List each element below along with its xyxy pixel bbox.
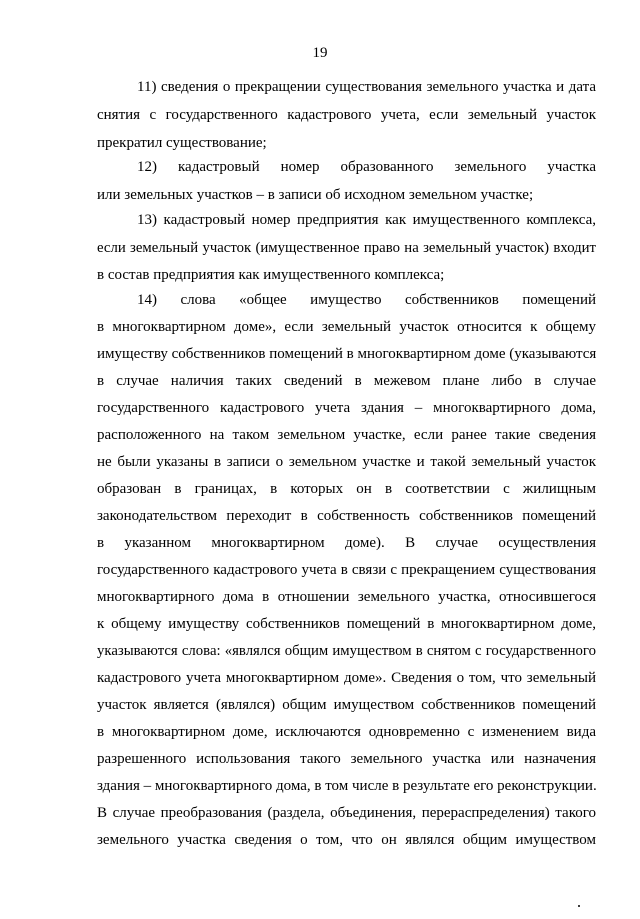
item-14-line-10: в указанном многоквартирном доме). В случае осуществления <box>97 535 596 551</box>
item-14-line-16: участок является (являлся) общим имуществом собственников помещений <box>97 697 596 713</box>
page-number: 19 <box>312 45 328 61</box>
item-14-line-1: 14) слова «общее имущество собственников помещений <box>137 292 596 308</box>
item-14-line-14: указываются слова: «являлся общим имуществом в снятом с государственного <box>97 643 596 659</box>
item-14-line-8: образован в границах, в которых он в соответствии с жилищным <box>97 481 596 497</box>
item-11-line-1: 11) сведения о прекращении существования земельного участка и дата <box>137 79 596 95</box>
item-13-line-3: в состав предприятия как имущественного комплекса; <box>97 267 445 283</box>
item-14-line-12: многоквартирного дома в отношении земельного участка, относившегося <box>97 589 596 605</box>
item-13-line-2: если земельный участок (имущественное право на земельный участок) входит <box>97 240 596 256</box>
item-14-line-19: здания – многоквартирного дома, в том числе в результате его реконструкции. <box>97 778 597 794</box>
item-11-line-3: прекратил существование; <box>97 135 267 151</box>
item-14-line-2: в многоквартирном доме», если земельный участок относится к общему <box>97 319 596 335</box>
item-12-line-1: 12) кадастровый номер образованного земельного участка <box>137 159 596 175</box>
item-14-line-11: государственного кадастрового учета в связи с прекращением существования <box>97 562 596 578</box>
scan-speck <box>578 905 580 907</box>
item-14-line-6: расположенного на таком земельном участке, если ранее такие сведения <box>97 427 596 443</box>
item-14-line-15: кадастрового учета многоквартирном доме». Сведения о том, что земельный <box>97 670 596 686</box>
item-14-line-7: не были указаны в записи о земельном участке и такой земельный участок <box>97 454 596 470</box>
item-14-line-9: законодательством переходит в собственность собственников помещений <box>97 508 596 524</box>
item-14-line-3: имуществу собственников помещений в многоквартирном доме (указываются <box>97 346 597 362</box>
item-14-line-13: к общему имуществу собственников помещений в многоквартирном доме, <box>97 616 596 632</box>
item-14-line-4: в случае наличия таких сведений в межевом плане либо в случае <box>97 373 596 389</box>
item-14-line-17: в многоквартирном доме, исключаются одновременно с изменением вида <box>97 724 596 740</box>
item-13-line-1: 13) кадастровый номер предприятия как имущественного комплекса, <box>137 212 596 228</box>
item-11-line-2: снятия с государственного кадастрового учета, если земельный участок <box>97 107 596 123</box>
item-14-line-5: государственного кадастрового учета здания – многоквартирного дома, <box>97 400 596 416</box>
item-12-line-2: или земельных участков – в записи об исходном земельном участке; <box>97 187 534 203</box>
item-14-line-18: разрешенного использования такого земельного участка или назначения <box>97 751 596 767</box>
item-14-line-20: В случае преобразования (раздела, объединения, перераспределения) такого <box>97 805 596 821</box>
item-14-line-21: земельного участка сведения о том, что он являлся общим имуществом <box>97 832 596 848</box>
